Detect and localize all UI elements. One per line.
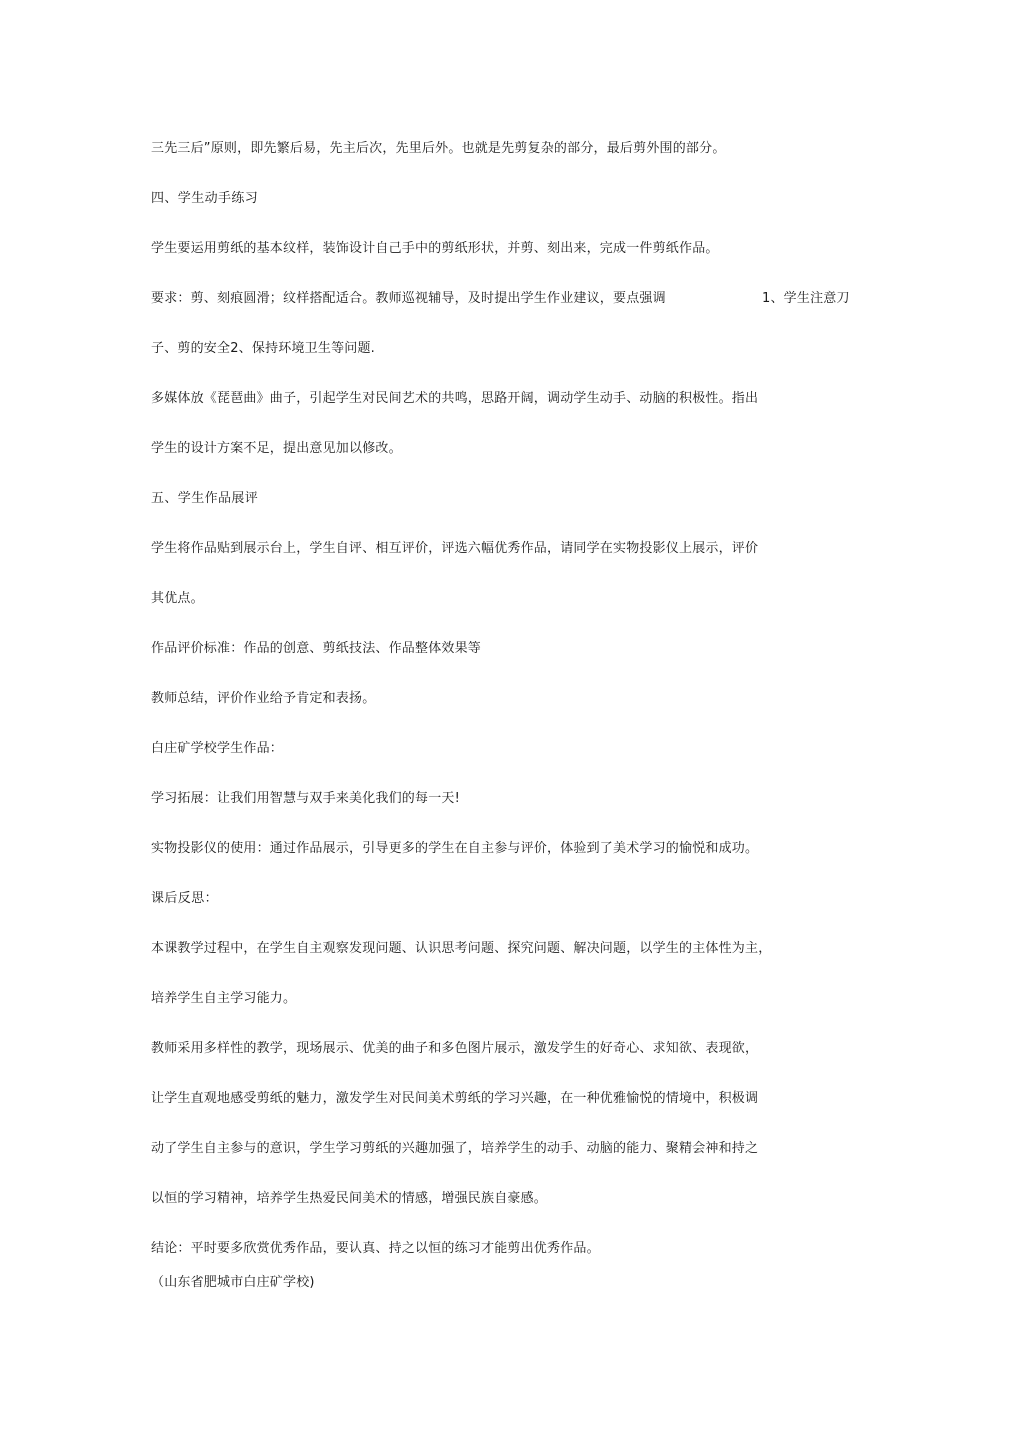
- paragraph-line-safety: 子、剪的安全2、保持环境卫生等问题.: [151, 341, 376, 356]
- paragraph-line-requirements: 要求：剪、刻痕圆滑；纹样搭配适合。教师巡视辅导，及时提出学生作业建议，要点强调: [151, 291, 666, 306]
- paragraph-line-reflection-1: 本课教学过程中，在学生自主观察发现问题、认识思考问题、探究问题、解决问题，以学生的主体性为主，: [151, 941, 772, 956]
- paragraph-line-practice-task: 学生要运用剪纸的基本纹样，装饰设计自己手中的剪纸形状，并剪、刻出来，完成一件剪纸作品。: [151, 241, 719, 256]
- paragraph-line-reflection-3: 教师采用多样性的教学，现场展示、优美的曲子和多色图片展示，激发学生的好奇心、求知欲、表现欲，: [151, 1041, 759, 1056]
- paragraph-line-music: 多媒体放《琵琶曲》曲子，引起学生对民间艺术的共鸣，思路开阔，调动学生动手、动脑的积极性。指出: [151, 391, 759, 406]
- paragraph-line-merits: 其优点。: [151, 591, 204, 606]
- section-heading-reflection: 课后反思：: [151, 891, 219, 906]
- paragraph-line-projector: 实物投影仪的使用：通过作品展示，引导更多的学生在自主参与评价，体验到了美术学习的愉悦和成功。: [151, 841, 759, 856]
- paragraph-line-exhibition: 学生将作品贴到展示台上，学生自评、相互评价，评选六幅优秀作品，请同学在实物投影仪上展示，评价: [151, 541, 759, 556]
- paragraph-line-cutting-principle: 三先三后”原则，即先繁后易，先主后次，先里后外。也就是先剪复杂的部分，最后剪外围的部分。: [151, 141, 726, 156]
- paragraph-line-reflection-6: 以恒的学习精神，培养学生热爱民间美术的情感，增强民族自豪感。: [151, 1191, 548, 1206]
- paragraph-line-conclusion: 结论：平时要多欣赏优秀作品，要认真、持之以恒的练习才能剪出优秀作品。: [151, 1241, 600, 1256]
- paragraph-line-student-works: 白庄矿学校学生作品：: [151, 741, 284, 756]
- paragraph-line-teacher-summary: 教师总结，评价作业给予肯定和表扬。: [151, 691, 376, 706]
- paragraph-line-design-feedback: 学生的设计方案不足，提出意见加以修改。: [151, 441, 402, 456]
- paragraph-line-criteria: 作品评价标准：作品的创意、剪纸技法、作品整体效果等: [151, 641, 482, 656]
- paragraph-line-reflection-4: 让学生直观地感受剪纸的魅力，激发学生对民间美术剪纸的学习兴趣，在一种优雅愉悦的情境中，积极调: [151, 1091, 759, 1106]
- paragraph-line-reflection-2: 培养学生自主学习能力。: [151, 991, 297, 1006]
- paragraph-line-extension: 学习拓展：让我们用智慧与双手来美化我们的每一天!: [151, 791, 461, 806]
- section-heading-practice: 四、学生动手练习: [151, 191, 259, 206]
- paragraph-line-reflection-5: 动了学生自主参与的意识，学生学习剪纸的兴趣加强了，培养学生的动手、动脑的能力、聚精会神和持之: [151, 1141, 759, 1156]
- paragraph-line-requirements-tail: 1、学生注意刀: [762, 291, 850, 306]
- section-heading-evaluation: 五、学生作品展评: [151, 491, 259, 506]
- paragraph-line-school-attribution: （山东省肥城市白庄矿学校): [151, 1275, 315, 1290]
